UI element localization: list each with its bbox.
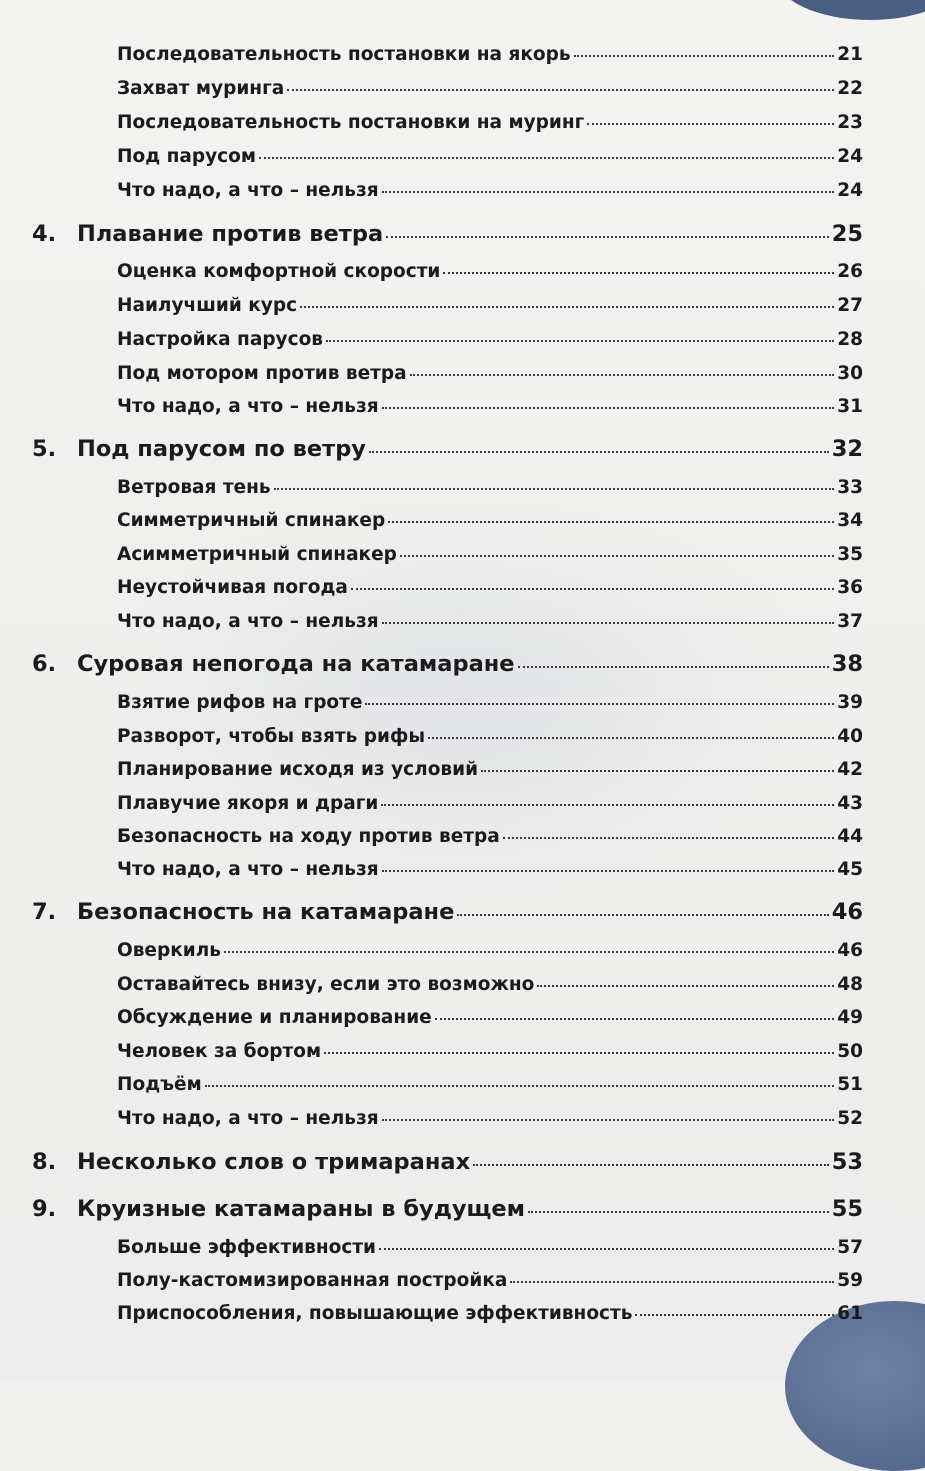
toc-entry-page: 45 — [837, 859, 863, 880]
leader-dots — [435, 1018, 835, 1020]
toc-entry-title: Симметричный спинакер — [117, 510, 386, 531]
toc-entry-page: 34 — [837, 510, 863, 531]
leader-dots — [503, 837, 835, 839]
leader-dots — [382, 622, 835, 624]
toc-entry-page: 59 — [837, 1270, 863, 1291]
toc-entry — [117, 329, 863, 350]
toc-entry-title: Плавучие якоря и драги — [117, 793, 379, 814]
leader-dots — [518, 666, 829, 668]
leader-dots — [400, 555, 834, 557]
toc-entry-title: Что надо, а что – нельзя — [117, 611, 379, 632]
toc-entry-page: 37 — [837, 611, 863, 632]
toc-entry-title: Что надо, а что – нельзя — [117, 396, 379, 417]
toc-entry-page: 61 — [837, 1303, 863, 1324]
toc-entry — [117, 477, 863, 498]
toc-entry-title: Неустойчивая погода — [117, 577, 348, 598]
toc-entry-page: 49 — [837, 1007, 863, 1028]
toc-entry-page: 46 — [837, 940, 863, 961]
leader-dots — [326, 340, 834, 342]
leader-dots — [410, 374, 835, 376]
toc-entry — [117, 726, 863, 747]
toc-entry — [117, 974, 863, 995]
toc-entry — [117, 611, 863, 632]
toc-entry-title: Взятие рифов на гроте — [117, 692, 363, 713]
chapter-number: 4. — [32, 221, 57, 247]
toc-entry-page: 30 — [837, 363, 863, 384]
toc-entry-page: 22 — [837, 78, 863, 99]
leader-dots — [382, 1119, 835, 1121]
toc-entry-title: Под мотором против ветра — [117, 363, 407, 384]
leader-dots — [481, 770, 834, 772]
toc-entry-title: Человек за бортом — [117, 1041, 322, 1062]
toc-entry-page: 31 — [837, 396, 863, 417]
toc-entry-page: 40 — [837, 726, 863, 747]
toc-entry-title: Последовательность постановки на якорь — [117, 44, 571, 65]
toc-entry — [117, 146, 863, 167]
chapter-title: Безопасность на катамаране — [77, 899, 455, 925]
toc-entry-page: 21 — [837, 44, 863, 65]
toc-entry — [117, 759, 863, 780]
toc-entry-title: Оставайтесь внизу, если это возможно — [117, 974, 535, 995]
chapter-number: 6. — [32, 651, 57, 677]
toc-entry-page: 27 — [837, 295, 863, 316]
toc-entry-title: Подъём — [117, 1074, 202, 1095]
toc-chapter — [32, 1149, 863, 1175]
toc-entry — [117, 1041, 863, 1062]
toc-entry-page: 24 — [837, 146, 863, 167]
toc-entry-title: Приспособления, повышающие эффективность — [117, 1303, 633, 1324]
toc-entry — [117, 180, 863, 201]
chapter-title: Плавание против ветра — [77, 221, 384, 247]
toc-chapter — [32, 1196, 863, 1222]
leader-dots — [537, 985, 834, 987]
leader-dots — [224, 951, 834, 953]
toc-entry — [117, 1108, 863, 1129]
leader-dots — [205, 1085, 835, 1087]
leader-dots — [324, 1052, 834, 1054]
chapter-number: 9. — [32, 1196, 57, 1222]
toc-entry — [117, 1074, 863, 1095]
chapter-title: Несколько слов о тримаранах — [77, 1149, 471, 1175]
toc-entry-title: Больше эффективности — [117, 1237, 377, 1258]
toc-entry — [117, 793, 863, 814]
toc-entry — [117, 1303, 863, 1324]
chapter-page: 55 — [831, 1196, 863, 1222]
toc-entry — [117, 1270, 863, 1291]
leader-dots — [382, 191, 835, 193]
leader-dots — [259, 157, 834, 159]
toc-entry-page: 24 — [837, 180, 863, 201]
toc-entry-page: 57 — [837, 1237, 863, 1258]
chapter-page: 38 — [831, 651, 863, 677]
toc-entry — [117, 1007, 863, 1028]
toc-entry-title: Асимметричный спинакер — [117, 544, 397, 565]
chapter-page: 32 — [831, 436, 863, 462]
toc-entry-title: Настройка парусов — [117, 329, 324, 350]
leader-dots — [369, 451, 829, 453]
leader-dots — [574, 55, 835, 57]
chapter-page: 53 — [831, 1149, 863, 1175]
chapter-page: 46 — [831, 899, 863, 925]
toc-entry — [117, 577, 863, 598]
cover-corner-bottom — [785, 1301, 925, 1471]
toc-entry — [117, 544, 863, 565]
toc-chapter — [32, 899, 863, 925]
toc-entry-title: Оверкиль — [117, 940, 221, 961]
leader-dots — [386, 236, 829, 238]
toc-entry-page: 43 — [837, 793, 863, 814]
toc-entry-title: Ветровая тень — [117, 477, 271, 498]
chapter-title: Круизные катамараны в будущем — [77, 1196, 526, 1222]
leader-dots — [300, 306, 834, 308]
toc-entry-title: Оценка комфортной скорости — [117, 261, 441, 282]
toc-entry-page: 42 — [837, 759, 863, 780]
leader-dots — [379, 1248, 834, 1250]
toc-entry-page: 26 — [837, 261, 863, 282]
cover-corner-top — [775, 0, 925, 20]
toc-entry-page: 50 — [837, 1041, 863, 1062]
toc-entry — [117, 826, 863, 847]
toc-entry-title: Последовательность постановки на муринг — [117, 112, 585, 133]
toc-entry-title: Разворот, чтобы взять рифы — [117, 726, 426, 747]
chapter-page: 25 — [831, 221, 863, 247]
toc-entry — [117, 940, 863, 961]
toc-entry — [117, 510, 863, 531]
chapter-number: 8. — [32, 1149, 57, 1175]
toc-entry-page: 39 — [837, 692, 863, 713]
leader-dots — [381, 804, 834, 806]
toc-entry-page: 36 — [837, 577, 863, 598]
leader-dots — [274, 488, 835, 490]
toc-entry — [117, 363, 863, 384]
toc-entry-title: Наилучший курс — [117, 295, 298, 316]
chapter-title: Суровая непогода на катамаране — [77, 651, 515, 677]
toc-entry — [117, 44, 863, 65]
leader-dots — [388, 521, 834, 523]
leader-dots — [287, 89, 834, 91]
toc-entry — [117, 692, 863, 713]
leader-dots — [443, 272, 834, 274]
toc-entry-title: Что надо, а что – нельзя — [117, 180, 379, 201]
chapter-title: Под парусом по ветру — [77, 436, 366, 462]
leader-dots — [635, 1314, 834, 1316]
toc-entry — [117, 261, 863, 282]
toc-entry-page: 44 — [837, 826, 863, 847]
toc-entry — [117, 112, 863, 133]
leader-dots — [510, 1281, 834, 1283]
toc-chapter — [32, 651, 863, 677]
leader-dots — [528, 1211, 829, 1213]
leader-dots — [428, 737, 834, 739]
toc-entry — [117, 859, 863, 880]
toc-entry-title: Обсуждение и планирование — [117, 1007, 432, 1028]
toc-entry-title: Что надо, а что – нельзя — [117, 859, 379, 880]
leader-dots — [365, 703, 834, 705]
leader-dots — [457, 914, 828, 916]
toc-entry-page: 52 — [837, 1108, 863, 1129]
toc-chapter — [32, 221, 863, 247]
toc-entry-title: Что надо, а что – нельзя — [117, 1108, 379, 1129]
toc-entry — [117, 1237, 863, 1258]
chapter-number: 7. — [32, 899, 57, 925]
leader-dots — [473, 1164, 829, 1166]
toc-entry-title: Полу-кастомизированная постройка — [117, 1270, 508, 1291]
leader-dots — [587, 123, 834, 125]
toc-entry-title: Безопасность на ходу против ветра — [117, 826, 500, 847]
leader-dots — [382, 870, 835, 872]
toc-entry-page: 33 — [837, 477, 863, 498]
toc-entry-title: Захват муринга — [117, 78, 285, 99]
toc-entry-title: Под парусом — [117, 146, 256, 167]
toc-entry — [117, 295, 863, 316]
toc-entry — [117, 396, 863, 417]
toc-entry-page: 23 — [837, 112, 863, 133]
toc-chapter — [32, 436, 863, 462]
chapter-number: 5. — [32, 436, 57, 462]
leader-dots — [382, 407, 835, 409]
toc-entry — [117, 78, 863, 99]
toc-entry-page: 51 — [837, 1074, 863, 1095]
toc-entry-page: 35 — [837, 544, 863, 565]
toc-entry-page: 48 — [837, 974, 863, 995]
leader-dots — [351, 588, 834, 590]
toc-entry-title: Планирование исходя из условий — [117, 759, 479, 780]
toc-entry-page: 28 — [837, 329, 863, 350]
